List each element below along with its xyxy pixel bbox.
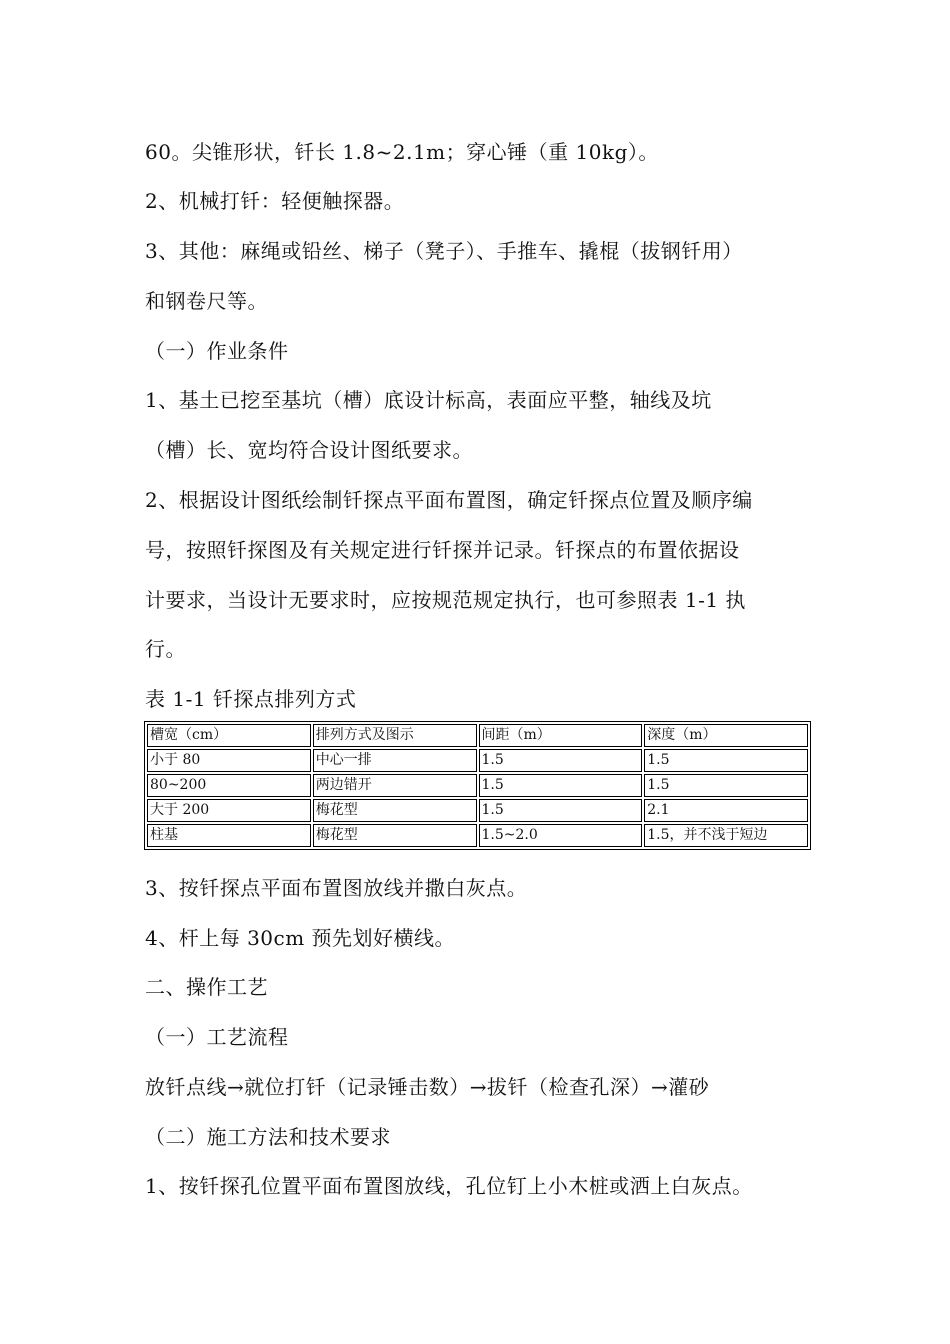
table-cell: 中心一排: [313, 749, 477, 772]
paragraph: 1、按钎探孔位置平面布置图放线，孔位钉上小木桩或洒上白灰点。: [145, 1174, 753, 1198]
paragraph: 1、基土已挖至基坑（槽）底设计标高，表面应平整，轴线及坑: [145, 388, 712, 412]
paragraph: 60。尖锥形状，钎长 1.8~2.1m；穿心锤（重 10kg）。: [145, 140, 659, 164]
table-cell: 80~200: [147, 774, 311, 797]
spacing-table: [144, 721, 811, 850]
table-cell: 1.5: [644, 749, 808, 772]
table-row: [147, 749, 808, 772]
table-cell: 柱基: [147, 824, 311, 847]
table-header-cell: 间距（m）: [479, 724, 643, 747]
table-cell: 小于 80: [147, 749, 311, 772]
table-cell: 1.5: [479, 749, 643, 772]
table-cell: 1.5: [479, 774, 643, 797]
paragraph: 号，按照钎探图及有关规定进行钎探并记录。钎探点的布置依据设: [145, 538, 740, 562]
table-header-row: [147, 724, 808, 747]
paragraph: 行。: [145, 637, 186, 661]
table-cell: 2.1: [644, 799, 808, 822]
table-cell: 1.5，并不浅于短边: [644, 824, 808, 847]
table-header-cell: 槽宽（cm）: [147, 724, 311, 747]
paragraph: （槽）长、宽均符合设计图纸要求。: [145, 438, 473, 462]
paragraph: 和钢卷尺等。: [145, 289, 268, 313]
paragraph: 计要求，当设计无要求时，应按规范规定执行，也可参照表 1-1 执: [145, 588, 746, 612]
table-cell: 1.5: [479, 799, 643, 822]
paragraph: 2、根据设计图纸绘制钎探点平面布置图，确定钎探点位置及顺序编: [145, 488, 753, 512]
paragraph: 4、杆上每 30cm 预先划好横线。: [145, 926, 456, 950]
table-row: [147, 824, 808, 847]
table-cell: 两边错开: [313, 774, 477, 797]
section-heading: （一）作业条件: [145, 339, 289, 363]
table-header-cell: 排列方式及图示: [313, 724, 477, 747]
table-cell: 1.5~2.0: [479, 824, 643, 847]
paragraph: 3、其他：麻绳或铅丝、梯子（凳子）、手推车、撬棍（拔钢钎用）: [145, 239, 743, 263]
table-cell: 梅花型: [313, 799, 477, 822]
paragraph: 2、机械打钎：轻便触探器。: [145, 189, 405, 213]
table-cell: 梅花型: [313, 824, 477, 847]
section-heading: 二、操作工艺: [145, 975, 268, 999]
table-header-cell: 深度（m）: [644, 724, 808, 747]
table-row: [147, 799, 808, 822]
table-caption: 表 1-1 钎探点排列方式: [145, 687, 357, 711]
paragraph: 放钎点线→就位打钎（记录锤击数）→拔钎（检查孔深）→灌砂: [145, 1075, 710, 1099]
paragraph: 3、按钎探点平面布置图放线并撒白灰点。: [145, 876, 528, 900]
section-heading: （一）工艺流程: [145, 1025, 289, 1049]
table-cell: 大于 200: [147, 799, 311, 822]
table-cell: 1.5: [644, 774, 808, 797]
section-heading: （二）施工方法和技术要求: [145, 1125, 391, 1149]
table-row: [147, 774, 808, 797]
